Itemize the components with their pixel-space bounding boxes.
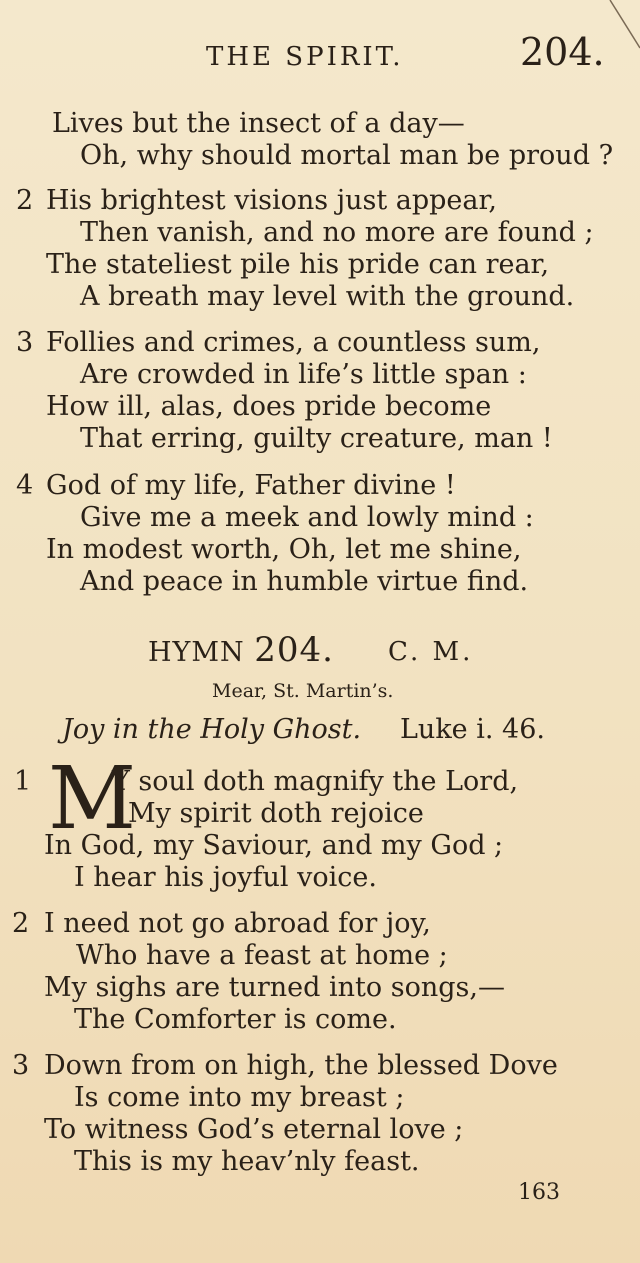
stanza-number: 3 <box>16 327 34 358</box>
verse-line: Who have a feast at home ; <box>76 940 448 971</box>
verse-line: A breath may level with the ground. <box>80 281 575 312</box>
verse-line: My spirit doth rejoice <box>128 798 424 829</box>
verse-line: Down from on high, the blessed Dove <box>44 1050 558 1081</box>
verse-line: Then vanish, and no more are found ; <box>80 217 594 248</box>
hymn-label: HYMN <box>148 637 245 668</box>
verse-line: In God, my Saviour, and my God ; <box>44 830 504 861</box>
verse-line: God of my life, Father divine ! <box>46 470 456 501</box>
scripture-reference: Luke i. 46. <box>400 714 545 745</box>
stanza-number: 2 <box>16 185 34 216</box>
verse-line: In modest worth, Oh, let me shine, <box>46 534 522 565</box>
verse-line: Give me a meek and lowly mind : <box>80 502 534 533</box>
verse-line: My sighs are turned into songs,— <box>44 972 505 1003</box>
running-head: THE SPIRIT. <box>206 42 404 72</box>
hymn-subject: Joy in the Holy Ghost. <box>62 714 362 745</box>
verse-line: Follies and crimes, a countless sum, <box>46 327 541 358</box>
verse-line: I need not go abroad for joy, <box>44 908 431 939</box>
stanza-number: 3 <box>12 1050 30 1081</box>
verse-line: Oh, why should mortal man be proud ? <box>80 140 614 171</box>
verse-line: Y soul doth magnify the Lord, <box>112 766 519 797</box>
hymn-meter: C. M. <box>388 637 474 667</box>
verse-line: And peace in humble virtue find. <box>80 566 529 597</box>
verse-line: The Comforter is come. <box>74 1004 397 1035</box>
verse-line: To witness God’s eternal love ; <box>44 1114 464 1145</box>
verse-line: The stateliest pile his pride can rear, <box>46 249 550 280</box>
verse-line: Is come into my breast ; <box>74 1082 405 1113</box>
stanza-number: 4 <box>16 470 34 501</box>
verse-line: This is my heav’nly feast. <box>74 1146 420 1177</box>
hymn-title <box>148 630 334 670</box>
verse-line: That erring, guilty creature, man ! <box>80 423 553 454</box>
stanza-number: 1 <box>14 766 32 797</box>
verse-line: His brightest visions just appear, <box>46 185 498 216</box>
verse-line: Are crowded in life’s little span : <box>80 359 527 390</box>
verse-line: I hear his joyful voice. <box>74 862 377 893</box>
verse-line: Lives but the insect of a day— <box>52 108 465 139</box>
tune-names: Mear, St. Martin’s. <box>212 680 394 702</box>
page-number-top: 204. <box>520 30 605 74</box>
drop-cap: M <box>48 749 137 849</box>
stanza-number: 2 <box>12 908 30 939</box>
page-number-bottom: 163 <box>518 1180 560 1205</box>
hymn-number: 204. <box>254 630 334 670</box>
page-header <box>0 28 640 78</box>
verse-line: How ill, alas, does pride become <box>46 391 492 422</box>
